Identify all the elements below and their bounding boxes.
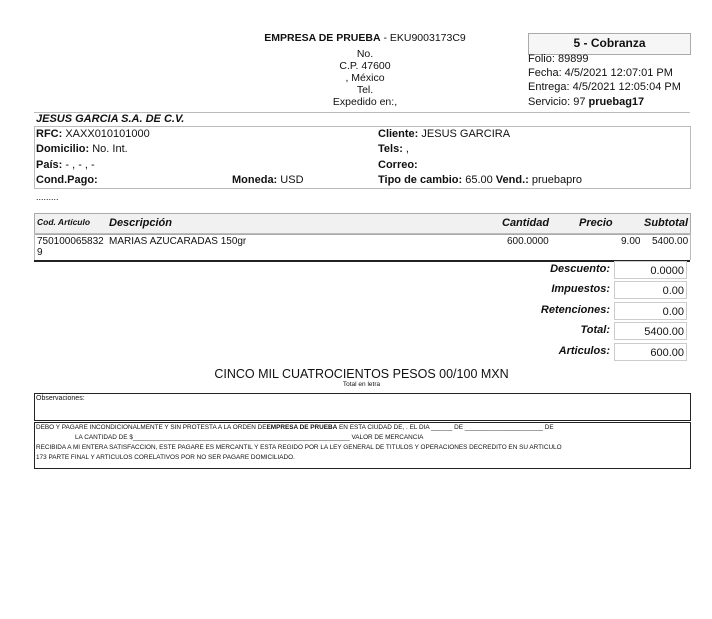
descuento-value: 0.0000 bbox=[614, 261, 687, 279]
pagare-line-3: RECIBIDA A MI ENTERA SATISFACCION, ESTE PAGARE ES MERCANTIL Y ESTA REGIDO POR LA LEY GENERAL DE TITULOS Y OPERACIONES DECREDITO EN SU ARTICULO bbox=[36, 444, 562, 451]
impuestos-label: Impuestos: bbox=[551, 283, 610, 295]
retenciones-label: Retenciones: bbox=[540, 304, 610, 316]
company-expedido: Expedido en:, bbox=[332, 96, 398, 108]
servicio-user: pruebag17 bbox=[588, 95, 645, 108]
rfc-label: RFC: bbox=[36, 128, 63, 140]
condpago-label: Cond.Pago: bbox=[36, 174, 98, 186]
pagare-line-2: LA CANTIDAD DE $_____________________________________________________________ VALOR DE MERCANCIA bbox=[75, 434, 424, 441]
folio: Folio: 89899 bbox=[528, 53, 589, 65]
cliente-label: Cliente: bbox=[378, 128, 419, 140]
company-cp: C.P. 47600 bbox=[339, 60, 391, 72]
rfc-value: XAXX010101000 bbox=[65, 128, 150, 140]
total-en-letra: CINCO MIL CUATROCIENTOS PESOS 00/100 MXN bbox=[214, 367, 509, 381]
impuestos-value: 0.00 bbox=[614, 281, 687, 299]
moneda-value: USD bbox=[280, 174, 304, 186]
pagare-company: EMPRESA DE PRUEBA bbox=[266, 424, 338, 431]
pagare-line-4: 173 PARTE FINAL Y ARTICULOS CORELATIVOS POR NO SER PAGARE DOMICILIADO. bbox=[36, 454, 295, 461]
fecha: Fecha: 4/5/2021 12:07:01 PM bbox=[528, 67, 673, 80]
vend-value: pruebapro bbox=[531, 174, 583, 186]
servicio-label: Servicio: 97 bbox=[528, 95, 589, 108]
pais-value: - , - , - bbox=[65, 159, 95, 171]
company-title-line: EMPRESA DE PRUEBA - EKU9003173C9 bbox=[264, 32, 466, 44]
cell-subtotal: 5400.00 bbox=[652, 236, 689, 247]
tels-label: Tels: bbox=[378, 143, 403, 155]
document-type-box: 5 - Cobranza bbox=[528, 33, 691, 55]
pagare-l1a: DEBO Y PAGARE INCONDICIONALMENTE Y SIN PROTESTA A LA ORDEN DE bbox=[36, 424, 267, 431]
observaciones-box bbox=[34, 393, 691, 421]
pagare-line-1 bbox=[36, 424, 554, 432]
cliente-value: JESUS GARCIRA bbox=[421, 128, 511, 140]
company-name: EMPRESA DE PRUEBA bbox=[264, 32, 381, 44]
company-rfc: EKU9003173C9 bbox=[389, 32, 466, 44]
col-articulo: Cod. Artículo bbox=[37, 217, 91, 227]
col-precio: Precio bbox=[579, 217, 613, 229]
customer-name: JESUS GARCIA S.A. DE C.V. bbox=[36, 113, 185, 125]
entrega: Entrega: 4/5/2021 12:05:04 PM bbox=[528, 81, 681, 94]
descuento-label: Descuento: bbox=[550, 263, 610, 275]
pagare-box bbox=[34, 422, 691, 469]
domicilio-value: No. Int. bbox=[92, 143, 128, 155]
moneda-label: Moneda: bbox=[232, 174, 278, 186]
retenciones-value: 0.00 bbox=[614, 302, 687, 320]
tipo-cambio-value: 65.00 bbox=[465, 174, 493, 186]
company-tel: Tel. bbox=[356, 84, 374, 96]
articulos-label: Articulos: bbox=[558, 345, 610, 357]
cell-cantidad: 600.0000 bbox=[507, 236, 549, 247]
total-value: 5400.00 bbox=[614, 322, 687, 340]
cell-codigo-2: 9 bbox=[37, 247, 43, 258]
cell-precio: 9.00 bbox=[621, 236, 641, 247]
observaciones-label: Observaciones: bbox=[36, 395, 85, 402]
cell-descripcion: MARIAS AZUCARADAS 150gr bbox=[109, 236, 247, 247]
vend-label: Vend.: bbox=[495, 174, 529, 186]
col-descripcion: Descripción bbox=[109, 217, 172, 229]
dotted-separator: ......... bbox=[36, 192, 59, 202]
tipo-cambio-label: Tipo de cambio: bbox=[378, 174, 463, 186]
domicilio-label: Domicilio: bbox=[36, 143, 90, 155]
total-label: Total: bbox=[580, 324, 610, 336]
total-en-letra-caption: Total en letra bbox=[342, 381, 381, 388]
cell-codigo-1: 750100065832 bbox=[37, 236, 104, 247]
tels-value: , bbox=[405, 143, 409, 155]
company-country: , México bbox=[345, 72, 385, 84]
pais-label: País: bbox=[36, 159, 63, 171]
col-subtotal: Subtotal bbox=[644, 217, 688, 229]
col-cantidad: Cantidad bbox=[502, 217, 550, 229]
company-address-no: No. bbox=[356, 48, 374, 60]
articulos-value: 600.00 bbox=[614, 343, 687, 361]
pagare-l1c: EN ESTA CIUDAD DE, . EL DIA ______ DE ______________________ DE bbox=[337, 424, 554, 431]
correo-label: Correo: bbox=[378, 159, 418, 171]
